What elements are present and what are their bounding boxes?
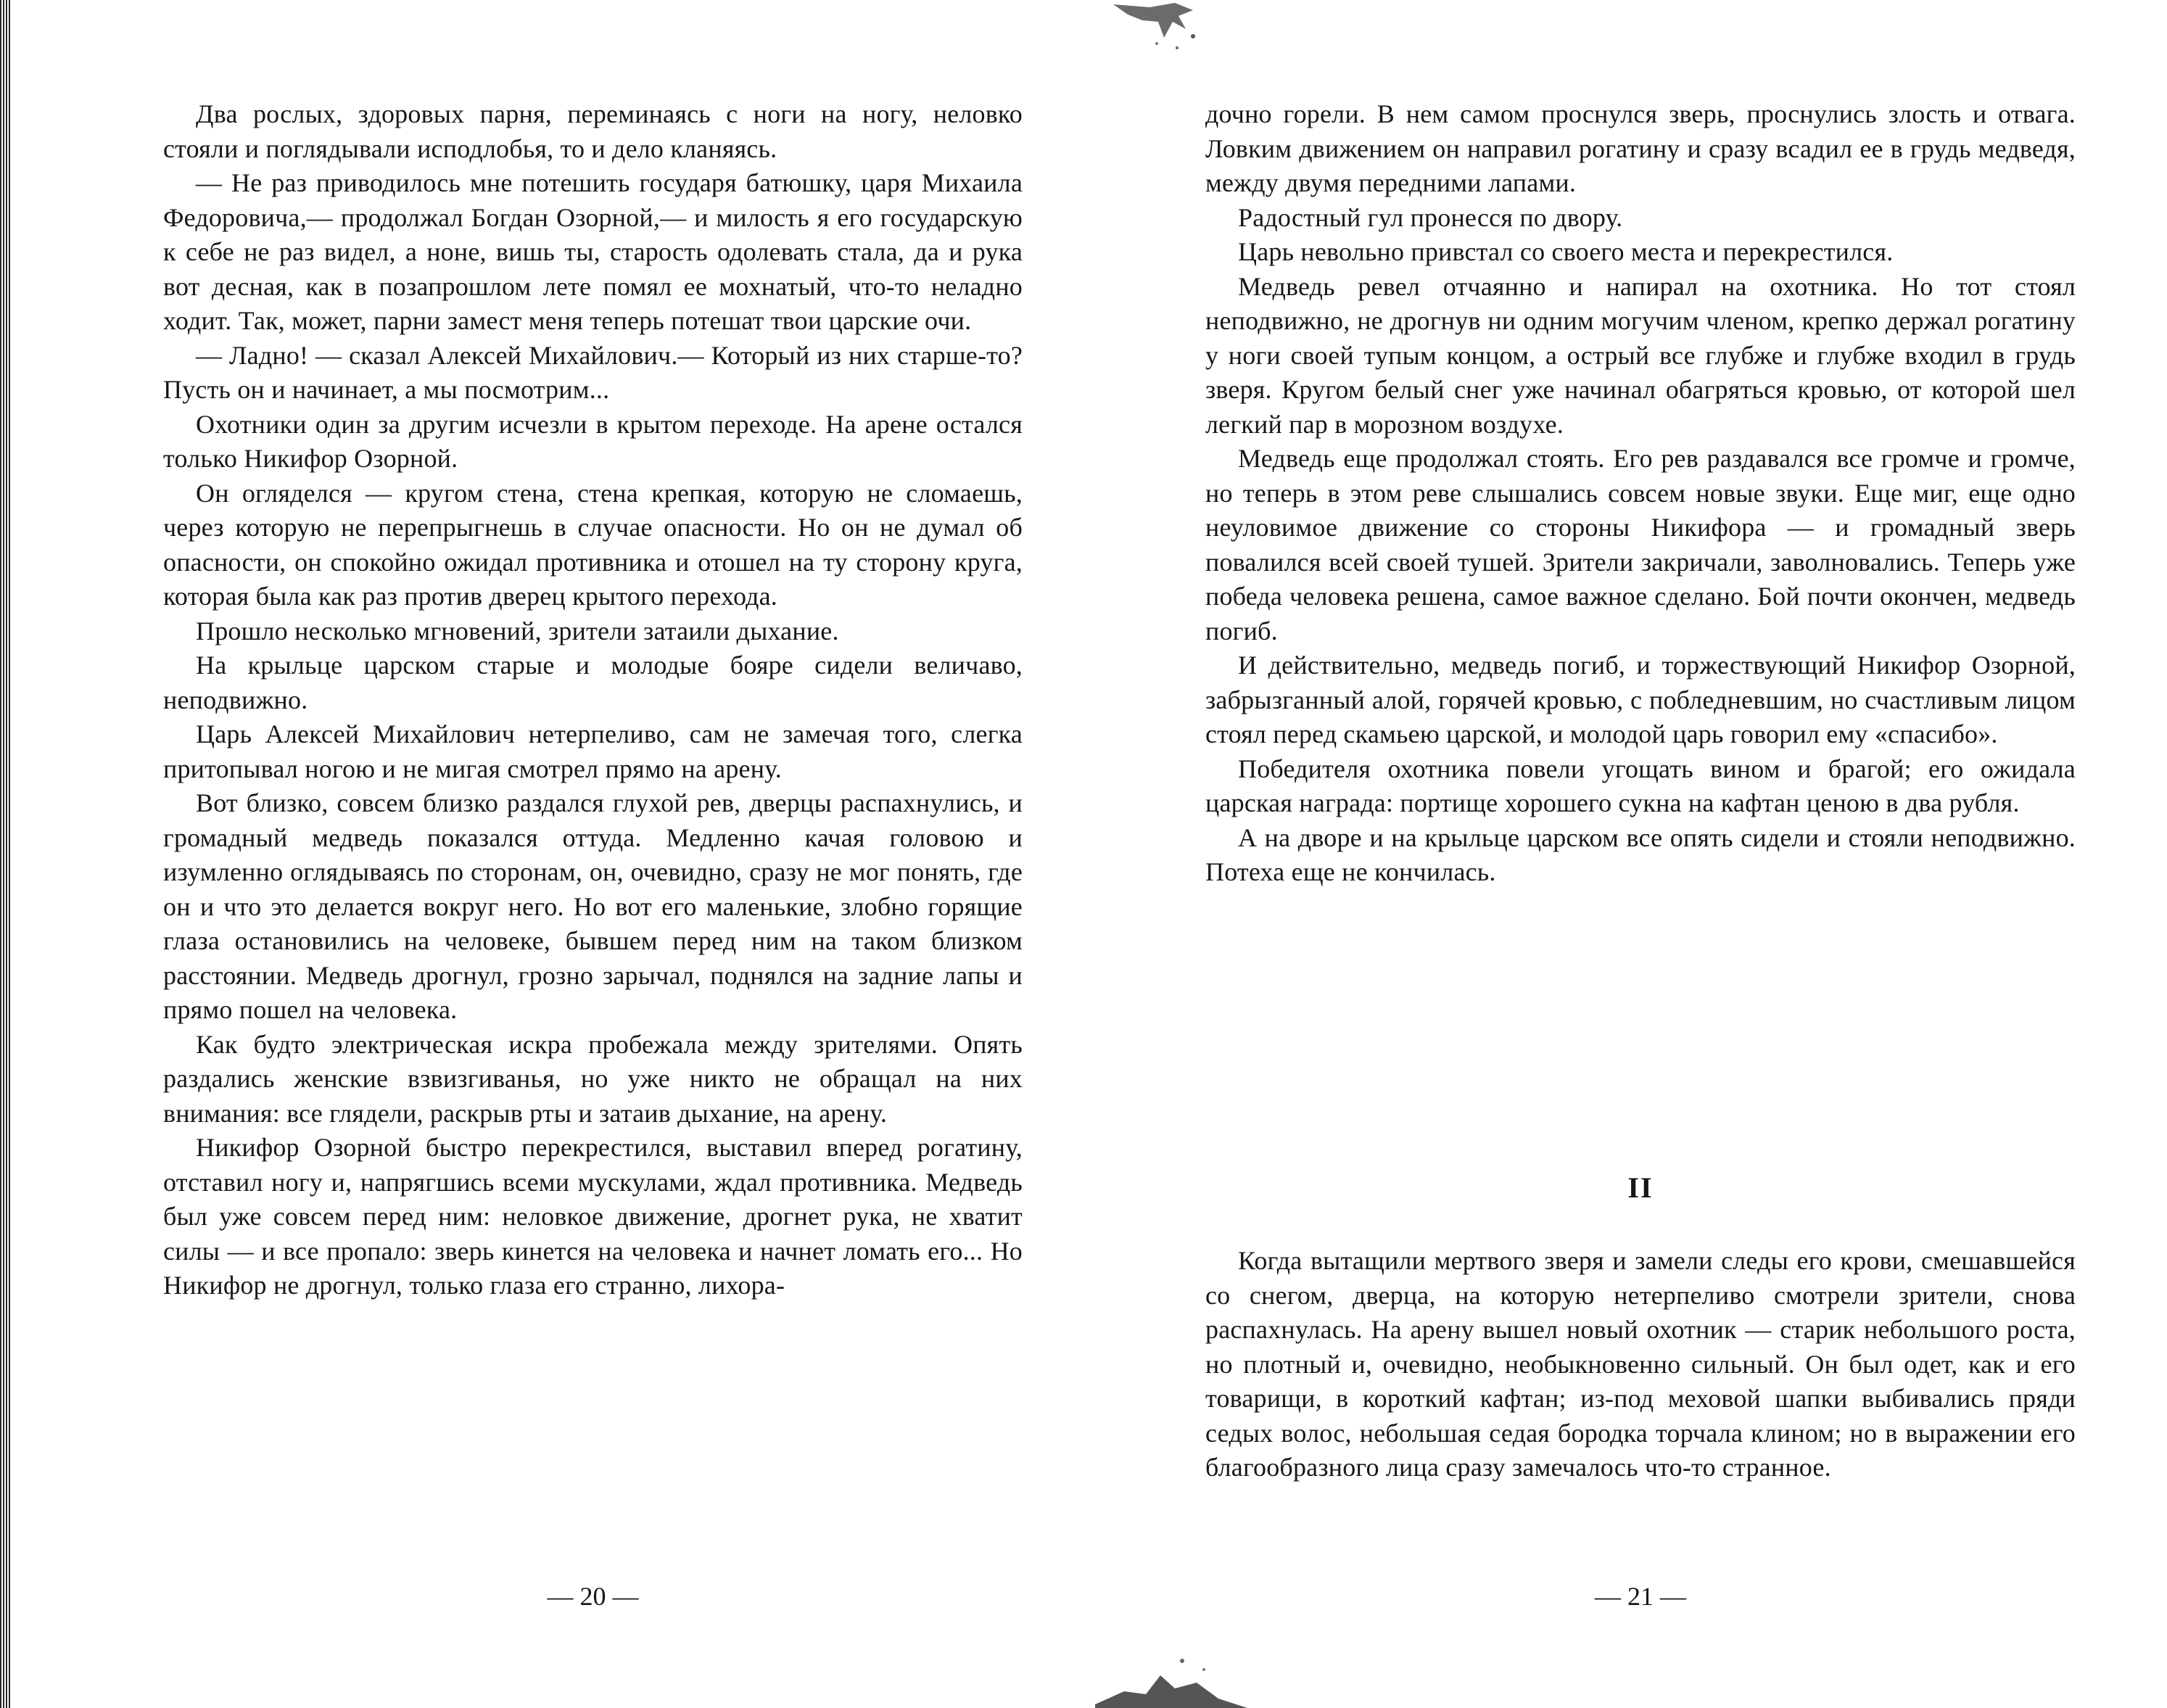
- left-page-text: [163, 97, 1023, 1303]
- chapter-text: [1205, 1244, 2076, 1485]
- paragraph: Он огляделся — кругом стена, стена крепкая, которую не сломаешь, через которую не перепрыгнешь в случае опасности. Но он не думал об опасности, он спокойно ожидал противника и отошел на ту сторону круга, которая была как раз против дверец крытого перехода.: [163, 478, 1023, 611]
- paragraph: — Не раз приводилось мне потешить государя батюшку, царя Михаила Федоровича,— продолжал Богдан Озорной,— и милость я его государскую к себе не раз видел, а ноне, вишь ты, старость одолевать стала, да и рука вот десная, как в позапрошлом лете помял ее мохнатый, что-то неладно ходит. Так, может, парни замест меня теперь потешат твои царские очи.: [163, 168, 1023, 335]
- right-page-text: [1205, 97, 2076, 890]
- paragraph: Никифор Озорной быстро перекрестился, выставил вперед рогатину, отставил ногу и, напрягшись всеми мускулами, ждал противника. Медведь был уже совсем перед ним: неловкое движение, дрогнет рука, не хватит силы — и все пропало: зверь кинется на человека и начнет ломать его... Но Никифор не дрогнул, только глаза его странно, лихора-: [163, 1133, 1023, 1300]
- left-page: [163, 0, 1023, 1708]
- paragraph: Медведь ревел отчаянно и напирал на охотника. Но тот стоял неподвижно, не дрогнув ни одним могучим членом, крепко держал рогатину у ноги своей тупым концом, а острый все глубже и глубже входил в грудь зверя. Кругом белый снег уже начинал обагряться кровью, от которой шел легкий пар в морозном воздухе.: [1205, 271, 2076, 439]
- paragraph: Два рослых, здоровых парня, переминаясь с ноги на ногу, неловко стояли и поглядывали исподлобья, то и дело кланяясь.: [163, 99, 1023, 163]
- paragraph: А на дворе и на крыльце царском все опять сидели и стояли неподвижно. Потеха еще не кончилась.: [1205, 822, 2076, 886]
- page-number: — 21 —: [1595, 1582, 1686, 1611]
- paragraph: Когда вытащили мертвого зверя и замели следы его крови, смешавшейся со снегом, дверца, на которую нетерпеливо смотрели зрители, снова распахнулась. На арену вышел новый охотник — старик небольшого роста, но плотный и, очевидно, необыкновенно сильный. Он был одет, как и его товарищи, в короткий кафтан; из-под меховой шапки выбивались пряди седых волос, небольшая седая бородка торчала клином; но в выражении его благообразного лица сразу замечалось что-то странное.: [1205, 1246, 2076, 1482]
- paragraph: Победителя охотника повели угощать вином и брагой; его ожидала царская награда: портище хорошего сукна на кафтан ценою в два рубля.: [1205, 754, 2076, 817]
- paragraph-continuation: дочно горели. В нем самом проснулся зверь, проснулись злость и отвага. Ловким движением он направил рогатину и сразу всадил ее в грудь медведя, между двумя передними лапами.: [1205, 99, 2076, 197]
- paragraph: Как будто электрическая искра пробежала между зрителями. Опять раздались женские взвизгиванья, но уже никто не обращал на них внимания: все глядели, раскрыв рты и затаив дыхание, на арену.: [163, 1029, 1023, 1128]
- paragraph: И действительно, медведь погиб, и торжествующий Никифор Озорной, забрызганный алой, горячей кровью, с побледневшим, но счастливым лицом стоял перед скамьею царской, и молодой царь говорил ему «спасибо».: [1205, 651, 2076, 748]
- paragraph: Царь Алексей Михайлович нетерпеливо, сам не замечая того, слегка притопывал ногою и не мигая смотрел прямо на арену.: [163, 719, 1023, 783]
- paragraph: Царь невольно привстал со своего места и перекрестился.: [1238, 237, 1894, 266]
- chapter-heading: II: [1627, 1171, 1654, 1204]
- paragraph: Радостный гул пронесся по двору.: [1238, 202, 1623, 232]
- scan-smudge-top: [1106, 0, 1222, 65]
- paragraph: Медведь еще продолжал стоять. Его рев раздавался все громче и громче, но теперь в этом реве слышались совсем новые звуки. Еще миг, еще одно неуловимое движение со стороны Никифора — и громадный зверь повалился всей своей тушей. Зрители закричали, заволновались. Теперь уже победа человека решена, самое важное сделано. Бой почти окончен, медведь погиб.: [1205, 444, 2076, 645]
- paragraph: Прошло несколько мгновений, зрители затаили дыхание.: [196, 616, 839, 645]
- book-spine-edge: [0, 0, 10, 1708]
- paragraph: Вот близко, совсем близко раздался глухой рев, дверцы распахнулись, и громадный медведь показался оттуда. Медленно качая головою и изумленно оглядываясь по сторонам, он, очевидно, сразу не мог понять, где он и что это делается вокруг него. Но вот его маленькие, злобно горящие глаза остановились на человеке, бывшем перед ним на таком близком расстоянии. Медведь дрогнул, грозно зарычал, поднялся на задние лапы и прямо пошел на человека.: [163, 788, 1023, 1024]
- paragraph: На крыльце царском старые и молодые бояре сидели величаво, неподвижно.: [163, 651, 1023, 714]
- right-page: [1205, 0, 2076, 1708]
- page-number: — 20 —: [547, 1582, 639, 1611]
- paragraph: Охотники один за другим исчезли в крытом переходе. На арене остался только Никифор Озорной.: [163, 409, 1023, 473]
- paragraph: — Ладно! — сказал Алексей Михайлович.— Который из них старше-то? Пусть он и начинает, а мы посмотрим...: [163, 340, 1023, 404]
